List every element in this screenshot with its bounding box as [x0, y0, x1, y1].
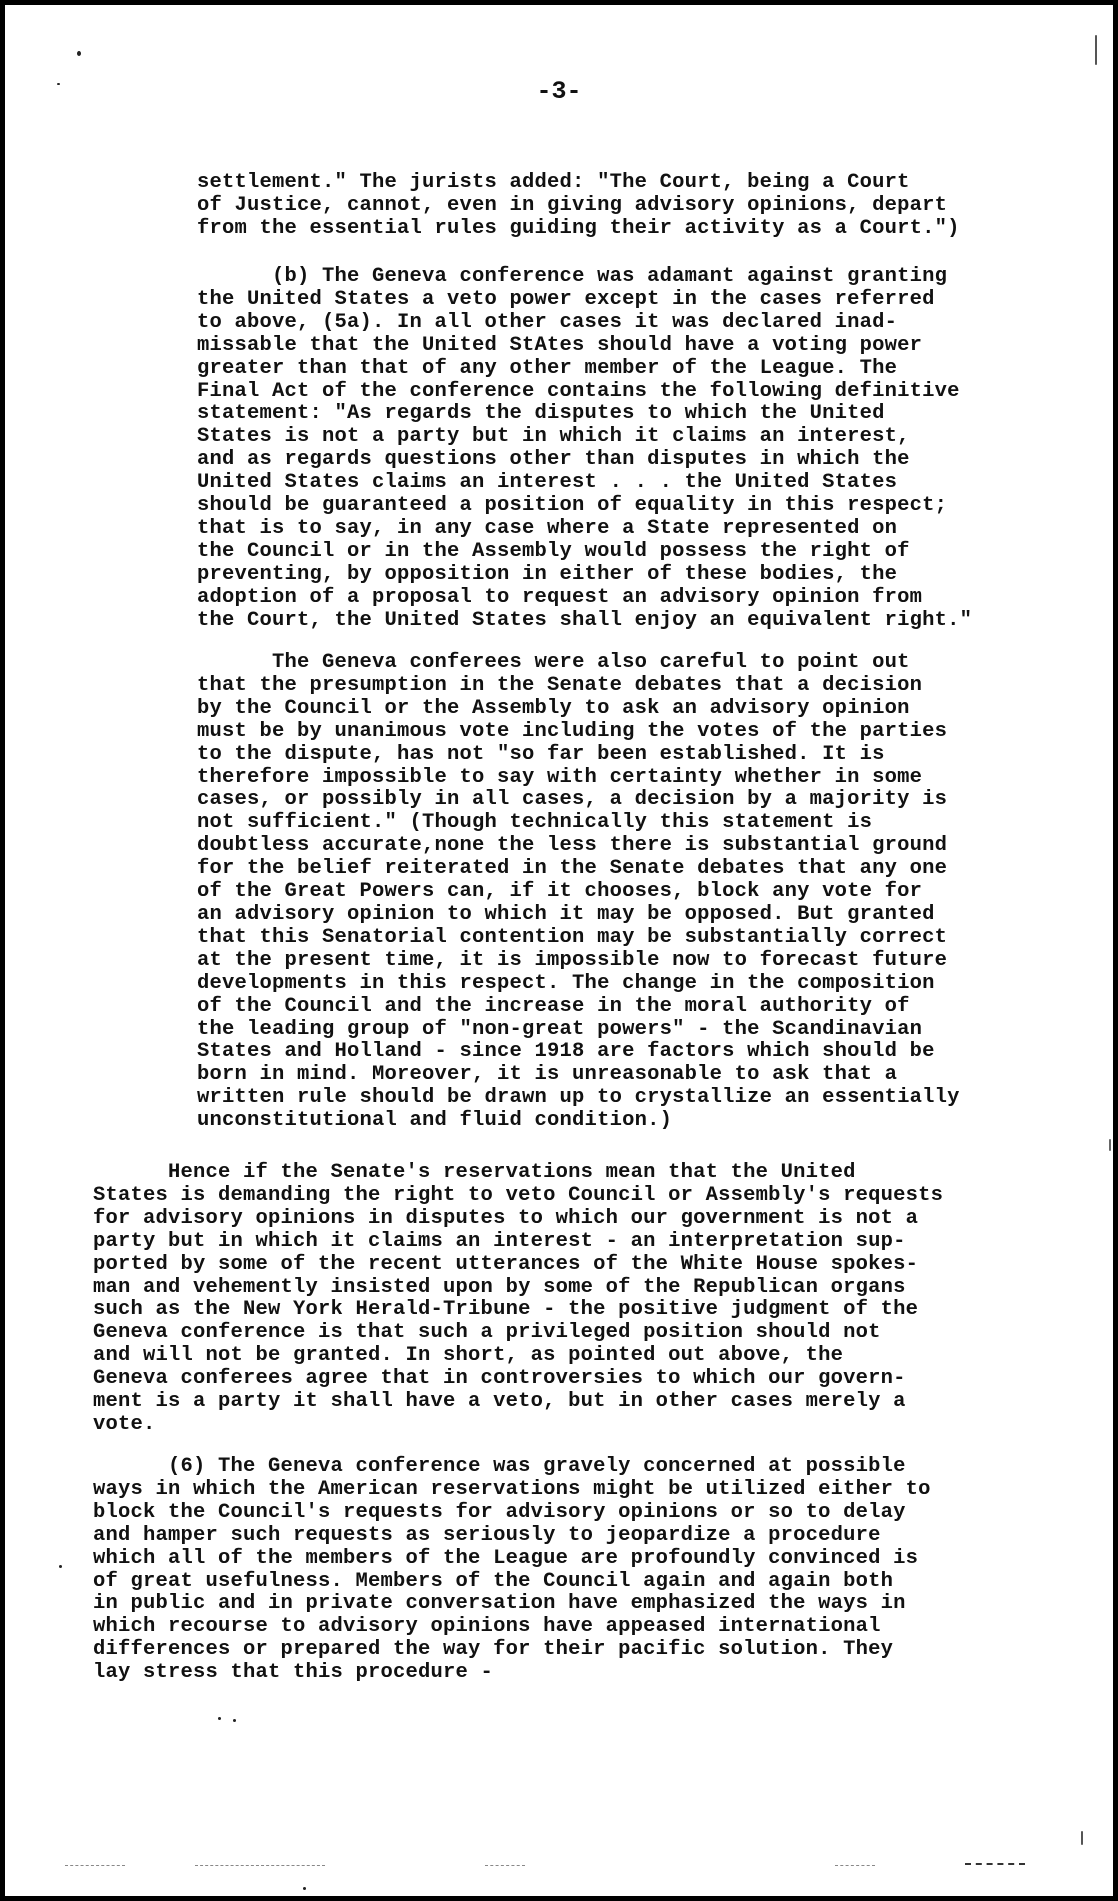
paragraph-hence-senate-reservations: Hence if the Senate's reservations mean that the United States is demanding the right to veto Council or Assembly's requests for advisory opinions in disputes to which our government is not a party but in which it claims an interest - an interpretation sup- ported by some of the recent utterances of the White House spokes- man and vehemently insisted upon by some of the Republican organs such as the New York Herald-Tribune - the positive judgment of the Geneva conference is that such a privileged position should not and will not be granted. In short, as pointed out above, the Geneva conferees agree that in controversies to which our govern- ment is a party it shall have a veto, but in other cases merely a vote.: [93, 1161, 944, 1436]
scan-speck: [57, 83, 60, 85]
paragraph-b-veto-power: (b) The Geneva conference was adamant against granting the United States a veto power except in the cases referred to above, (5a). In all other cases it was declared inad- missable that the United StAtes should have a voting power greater than that of any other member of the League. The Final Act of the conference contains the following definitive statement: "As regards the disputes to which the United States is not a party but in which it claims an interest, and as regards questions other than disputes in which the United States claims an interest . . . the United States should be guaranteed a position of equality in this respect; that is to say, in any case where a State represented on the Council or in the Assembly would possess the right of preventing, by opposition in either of these bodies, the adoption of a proposal to request an advisory opinion from the Court, the United States shall enjoy an equivalent right.": [197, 265, 973, 632]
page-number: -3-: [536, 77, 582, 106]
scan-speck: [303, 1887, 306, 1890]
scan-speck: [1109, 1139, 1111, 1151]
scan-artifact-line: [195, 1865, 325, 1867]
scan-speck: [233, 1719, 236, 1722]
paragraph-geneva-conferees-careful: The Geneva conferees were also careful to point out that the presumption in the Senate debates that a decision by the Council or the Assembly to ask an advisory opinion must be by unanimous vote including the votes of the parties to the dispute, has not "so far been established. It is therefore impossible to say with certainty whether in some cases, or possibly in all cases, a decision by a majority is not sufficient." (Though technically this statement is doubtless accurate,none the less there is substantial ground for the belief reiterated in the Senate debates that any one of the Great Powers can, if it chooses, block any vote for an advisory opinion to which it may be opposed. But granted that this Senatorial contention may be substantially correct at the present time, it is impossible now to forecast future developments in this respect. The change in the composition of the Council and the increase in the moral authority of the leading group of "non-great powers" - the Scandinavian States and Holland - since 1918 are factors which should be born in mind. Moreover, it is unreasonable to ask that a written rule should be drawn up to crystallize an essentially unconstitutional and fluid condition.): [197, 651, 960, 1133]
scan-artifact-line: [65, 1865, 125, 1867]
paragraph-6-geneva-concern: (6) The Geneva conference was gravely concerned at possible ways in which the American reservations might be utilized either to block the Council's requests for advisory opinions or so to delay and hamper such requests as seriously to jeopardize a procedure which all of the members of the League are profoundly convinced is of great usefulness. Members of the Council again and again both in public and in private conversation have emphasized the ways in which recourse to advisory opinions have appeased international differences or prepared the way for their pacific solution. They lay stress that this procedure -: [93, 1455, 931, 1685]
scan-artifact-line: [965, 1863, 1025, 1866]
scan-speck: [59, 1565, 62, 1568]
scan-speck: [218, 1717, 221, 1720]
scan-speck: [1081, 1831, 1083, 1845]
scan-artifact-line: [485, 1865, 525, 1867]
scan-speck: [77, 51, 81, 56]
scan-speck: [1095, 35, 1097, 65]
paragraph-settlement-end: settlement." The jurists added: "The Court, being a Court of Justice, cannot, even in giving advisory opinions, depart from the essential rules guiding their activity as a Court."): [197, 171, 960, 240]
scan-artifact-line: [835, 1865, 875, 1867]
